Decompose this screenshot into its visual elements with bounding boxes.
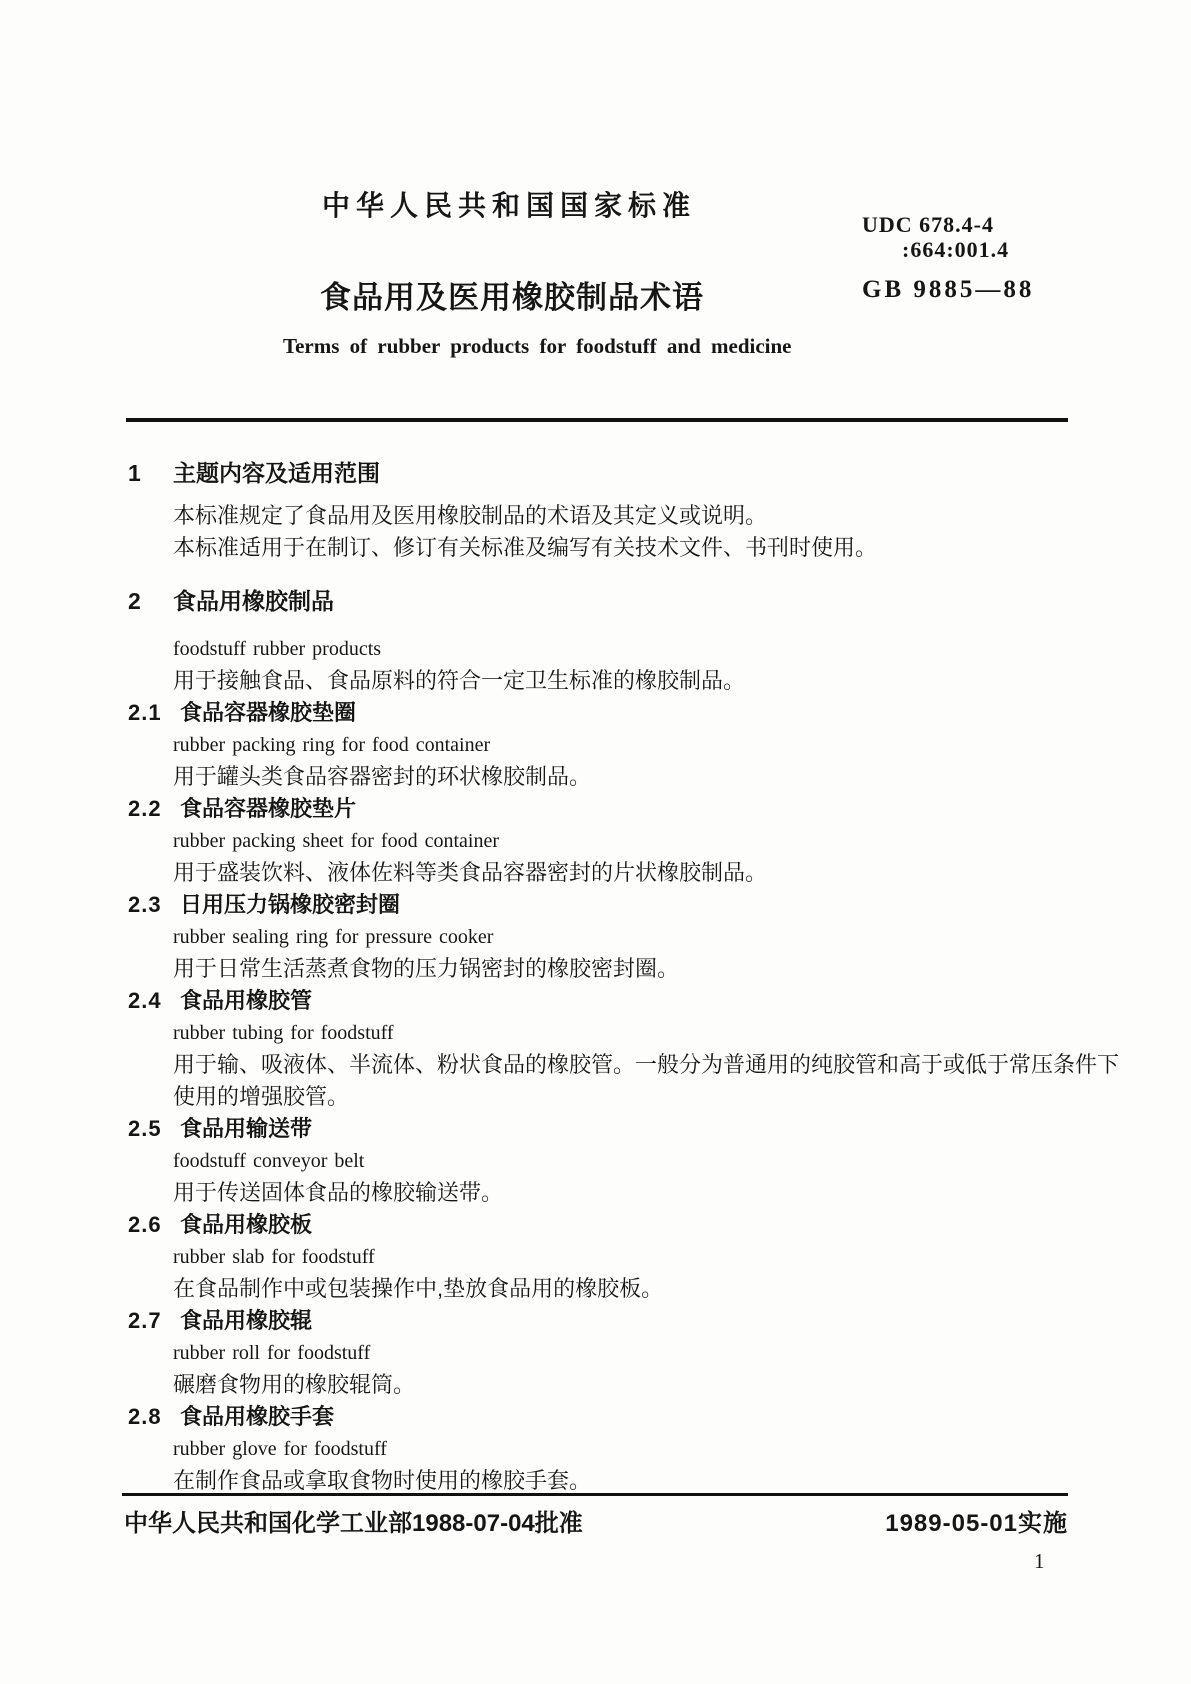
terms-list xyxy=(128,697,1120,1497)
term-title-zh: 食品容器橡胶垫片 xyxy=(180,796,357,821)
standard-number: GB 9885—88 xyxy=(862,276,1035,303)
term-item xyxy=(128,1209,1103,1305)
term-definition: 用于传送固体食品的橡胶输送带。 xyxy=(173,1180,504,1205)
term-item xyxy=(128,1305,1103,1401)
term-title-en: rubber glove for foodstuff xyxy=(173,1438,387,1460)
page-number: 1 xyxy=(1034,1549,1045,1573)
term-heading xyxy=(128,1113,1103,1145)
section-1-number: 1 xyxy=(128,460,141,486)
section-2-heading xyxy=(128,585,1103,617)
term-definition: 用于日常生活蒸煮食物的压力锅密封的橡胶密封圈。 xyxy=(173,956,680,981)
term-number: 2.4 xyxy=(128,988,162,1013)
term-item xyxy=(128,1401,1103,1497)
term-number: 2.8 xyxy=(128,1404,162,1429)
term-heading xyxy=(128,1401,1103,1433)
term-item xyxy=(128,793,1103,889)
document-body xyxy=(128,457,1120,1497)
term-title-zh: 食品用橡胶辊 xyxy=(180,1308,313,1333)
term-definition: 使用的增强胶管。 xyxy=(173,1084,350,1109)
term-definition: 在食品制作中或包装操作中,垫放食品用的橡胶板。 xyxy=(173,1276,664,1301)
term-title-zh: 食品用橡胶管 xyxy=(180,988,313,1013)
term-title-zh: 食品用橡胶手套 xyxy=(180,1404,335,1429)
term-definition: 在制作食品或拿取食物时使用的橡胶手套。 xyxy=(173,1468,592,1493)
national-standard-heading: 中华人民共和国国家标准 xyxy=(322,190,697,221)
term-title-en: rubber roll for foodstuff xyxy=(173,1342,371,1364)
english-title: Terms of rubber products for foodstuff and medicine xyxy=(283,334,792,358)
term-heading xyxy=(128,889,1103,921)
term-title-en: rubber sealing ring for pressure cooker xyxy=(173,926,494,948)
paragraph: 本标准规定了食品用及医用橡胶制品的术语及其定义或说明。 xyxy=(173,503,768,528)
term-title-zh: 日用压力锅橡胶密封圈 xyxy=(180,892,401,917)
term-definition: 用于盛装饮料、液体佐料等类食品容器密封的片状橡胶制品。 xyxy=(173,860,768,885)
term-item xyxy=(128,889,1103,985)
section-1-heading xyxy=(128,457,1103,489)
header-divider xyxy=(126,418,1068,422)
section-2-definition: 用于接触食品、食品原料的符合一定卫生标准的橡胶制品。 xyxy=(173,668,746,693)
section-1-title: 主题内容及适用范围 xyxy=(173,460,380,486)
term-title-en: rubber packing ring for food container xyxy=(173,734,491,756)
term-title-zh: 食品用输送带 xyxy=(180,1116,313,1141)
term-item xyxy=(128,697,1103,793)
term-definition: 碾磨食物用的橡胶辊筒。 xyxy=(173,1372,416,1397)
term-heading xyxy=(128,697,1103,729)
section-2-number: 2 xyxy=(128,588,141,614)
term-title-en: rubber slab for foodstuff xyxy=(173,1246,375,1268)
udc-number xyxy=(862,212,1009,262)
term-title-en: rubber tubing for foodstuff xyxy=(173,1022,394,1044)
udc-line1: UDC 678.4-4 xyxy=(862,212,994,237)
term-number: 2.5 xyxy=(128,1116,162,1141)
term-item xyxy=(128,1113,1103,1209)
term-definition: 用于输、吸液体、半流体、粉状食品的橡胶管。一般分为普通用的纯胶管和高于或低于常压条件下 xyxy=(173,1052,1120,1077)
term-number: 2.6 xyxy=(128,1212,162,1237)
term-number: 2.1 xyxy=(128,700,162,725)
term-heading xyxy=(128,793,1103,825)
term-item xyxy=(128,985,1120,1113)
term-number: 2.2 xyxy=(128,796,162,821)
udc-line2: :664:001.4 xyxy=(902,237,1010,262)
paragraph: 本标准适用于在制订、修订有关标准及编写有关技术文件、书刊时使用。 xyxy=(173,535,878,560)
term-title-en: rubber packing sheet for food container xyxy=(173,830,499,852)
section-2-title: 食品用橡胶制品 xyxy=(173,588,334,614)
section-1-paragraphs xyxy=(128,500,1103,564)
term-heading xyxy=(128,1209,1103,1241)
effective-date-note: 1989-05-01实施 xyxy=(885,1510,1068,1537)
term-heading xyxy=(128,1305,1103,1337)
footer-divider xyxy=(122,1493,1068,1496)
document-title: 食品用及医用橡胶制品术语 xyxy=(320,280,704,315)
term-title-en: foodstuff conveyor belt xyxy=(173,1150,365,1172)
term-number: 2.3 xyxy=(128,892,162,917)
term-definition: 用于罐头类食品容器密封的环状橡胶制品。 xyxy=(173,764,592,789)
section-2-term-en: foodstuff rubber products xyxy=(173,638,382,660)
term-number: 2.7 xyxy=(128,1308,162,1333)
term-heading xyxy=(128,985,1103,1017)
term-title-zh: 食品用橡胶板 xyxy=(180,1212,313,1237)
approval-note: 中华人民共和国化学工业部1988-07-04批准 xyxy=(124,1510,583,1537)
term-title-zh: 食品容器橡胶垫圈 xyxy=(180,700,357,725)
